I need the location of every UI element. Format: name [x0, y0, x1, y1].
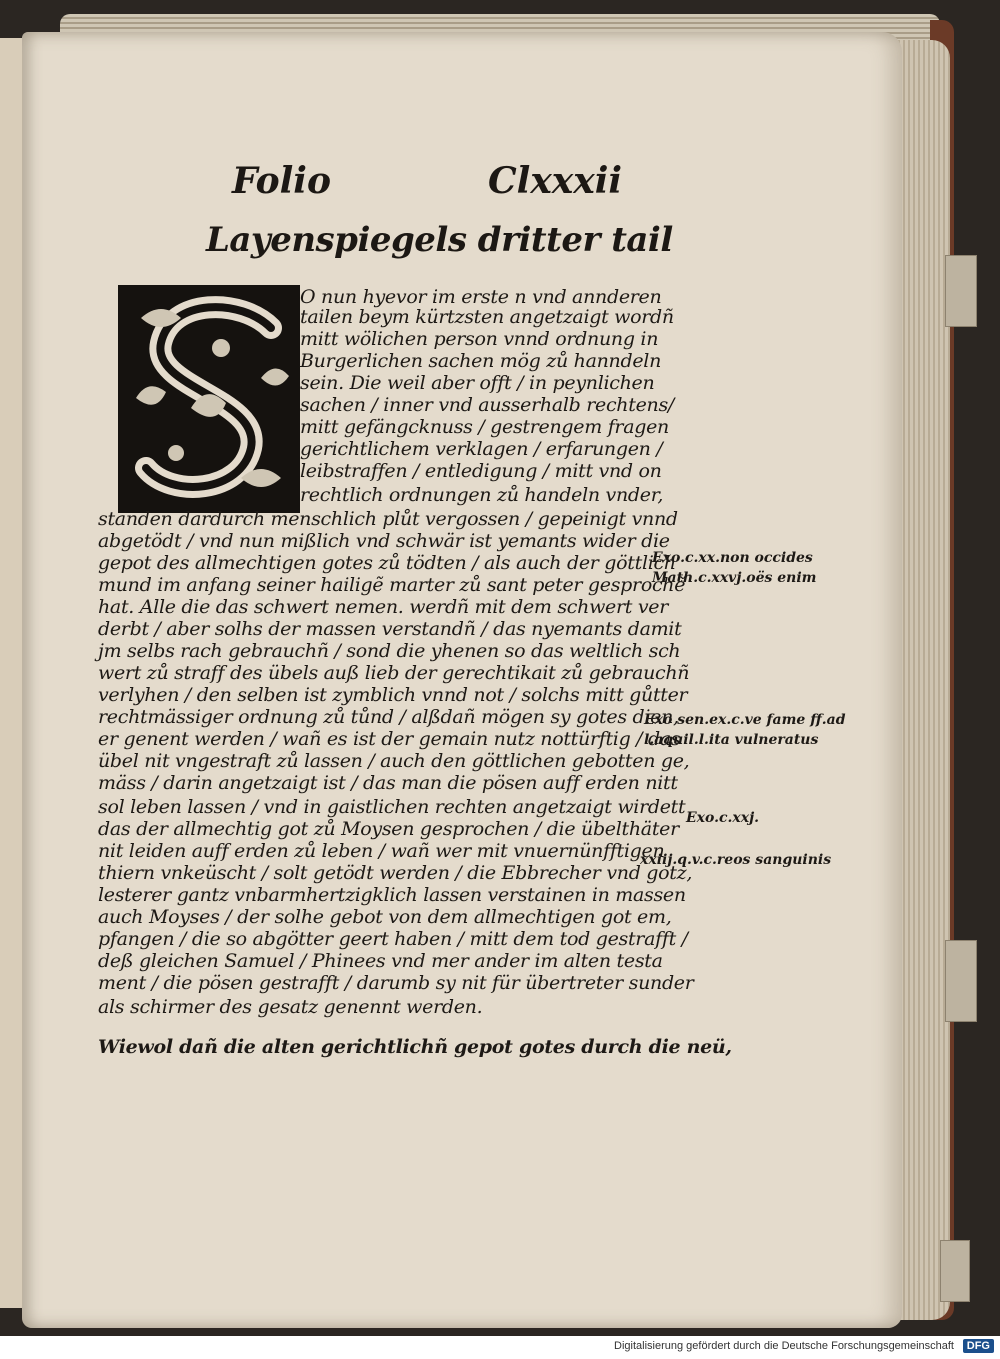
text-line: Burgerlichen sachen mög zů hanndeln: [300, 350, 662, 372]
text-line: standen dardurch menschlich plůt vergossen / gepeinigt vnnd: [98, 508, 678, 530]
margin-note: l.aquil.l.ita vulneratus: [644, 732, 819, 748]
text-line: tailen beym kürtzsten angetzaigt wordñ: [300, 306, 674, 328]
section-title: Layenspiegels dritter tail: [206, 220, 673, 260]
text-line: rechtmässiger ordnung zů tůnd / alßdañ mögen sy gotes dien,: [98, 706, 679, 728]
text-line: leibstraffen / entledigung / mitt vnd on: [300, 460, 662, 482]
text-line: wert zů straff des übels auß lieb der gerechtikait zů gebrauchñ: [98, 662, 690, 684]
text-line: lesterer gantz vnbarmhertzigklich lassen verstainen in massen: [98, 884, 686, 906]
text-line: sol leben lassen / vnd in gaistlichen rechten angetzaigt wirdett: [98, 796, 686, 818]
dfg-logo: DFG: [963, 1339, 994, 1353]
text-line: jm selbs rach gebrauchñ / sond die yhenen so das weltlich sch: [98, 640, 681, 662]
margin-note: Exo.c.xxj.: [686, 810, 760, 826]
text-line: sachen / inner vnd ausserhalb rechtens/: [300, 394, 675, 416]
text-line: gepot des allmechtigen gotes zů tödten / als auch der göttlich: [98, 552, 676, 574]
decorated-initial-s: [118, 285, 300, 513]
text-line: derbt / aber solhs der massen verstandñ / das nyemants damit: [98, 618, 682, 640]
text-line: pfangen / die so abgötter geert haben / mitt dem tod gestrafft /: [98, 928, 688, 950]
text-line: auch Moyses / der solhe gebot von dem allmechtigen got em,: [98, 906, 672, 928]
text-line: das der allmechtig got zů Moysen gesprochen / die übelthäter: [98, 818, 679, 840]
footer-bar: [0, 1336, 1000, 1359]
text-line: thiern vnkeüscht / solt getödt werden / die Ebbrecher vnd gotz,: [98, 862, 693, 884]
margin-note: Math.c.xxvj.oës enim: [652, 570, 817, 586]
text-line: mitt gefängcknuss / gestrengem fragen: [300, 416, 669, 438]
paper-tab: [945, 255, 977, 327]
margin-note: xxiij.q.v.c.reos sanguinis: [640, 852, 832, 868]
margin-note: Exo sen.ex.c.ve fame ff.ad: [644, 712, 846, 728]
text-line: als schirmer des gesatz genennt werden.: [98, 996, 483, 1018]
text-line: rechtlich ordnungen zů handeln vnder,: [300, 484, 664, 506]
text-line: Wiewol dañ die alten gerichtlichñ gepot gotes durch die neü,: [98, 1036, 732, 1058]
text-line: sein. Die weil aber offt / in peynlichen: [300, 372, 655, 394]
footer-credit: Digitalisierung gefördert durch die Deutsche Forschungsgemeinschaft: [614, 1340, 954, 1352]
text-line: deß gleichen Samuel / Phinees vnd mer ander im alten testa: [98, 950, 663, 972]
folio-number: Clxxxii: [488, 160, 623, 202]
text-line: hat. Alle die das schwert nemen. werdñ mit dem schwert ver: [98, 596, 669, 618]
paper-tab: [945, 940, 977, 1022]
text-line: mund im anfang seiner hailigẽ marter zů sant peter gesprochẽ: [98, 574, 686, 596]
text-line: mäss / darin angetzaigt ist / das man die pösen auff erden nitt: [98, 772, 678, 794]
text-line: ment / die pösen gestrafft / darumb sy nit für übertreter sunder: [98, 972, 694, 994]
text-line: gerichtlichem verklagen / erfarungen /: [300, 438, 663, 460]
folio-label: Folio: [232, 160, 331, 202]
text-line: er genent werden / wañ es ist der gemain nutz nottürftig / das: [98, 728, 681, 750]
text-line: übel nit vngestraft zů lassen / auch den göttlichen gebotten ge,: [98, 750, 690, 772]
text-line: nit leiden auff erden zů leben / wañ wer mit vnuernünfftigen: [98, 840, 665, 862]
text-line: abgetödt / vnd nun mißlich vnd schwär ist yemants wider die: [98, 530, 670, 552]
ornament-icon: [121, 288, 297, 510]
paper-tab: [940, 1240, 970, 1302]
text-line: verlyhen / den selben ist zymblich vnnd not / solchs mitt gůtter: [98, 684, 688, 706]
text-line: mitt wölichen person vnnd ordnung in: [300, 328, 659, 350]
margin-note: Exo.c.xx.non occides: [652, 550, 813, 566]
text-line: O nun hyevor im erste n vnd annderen: [300, 286, 662, 308]
